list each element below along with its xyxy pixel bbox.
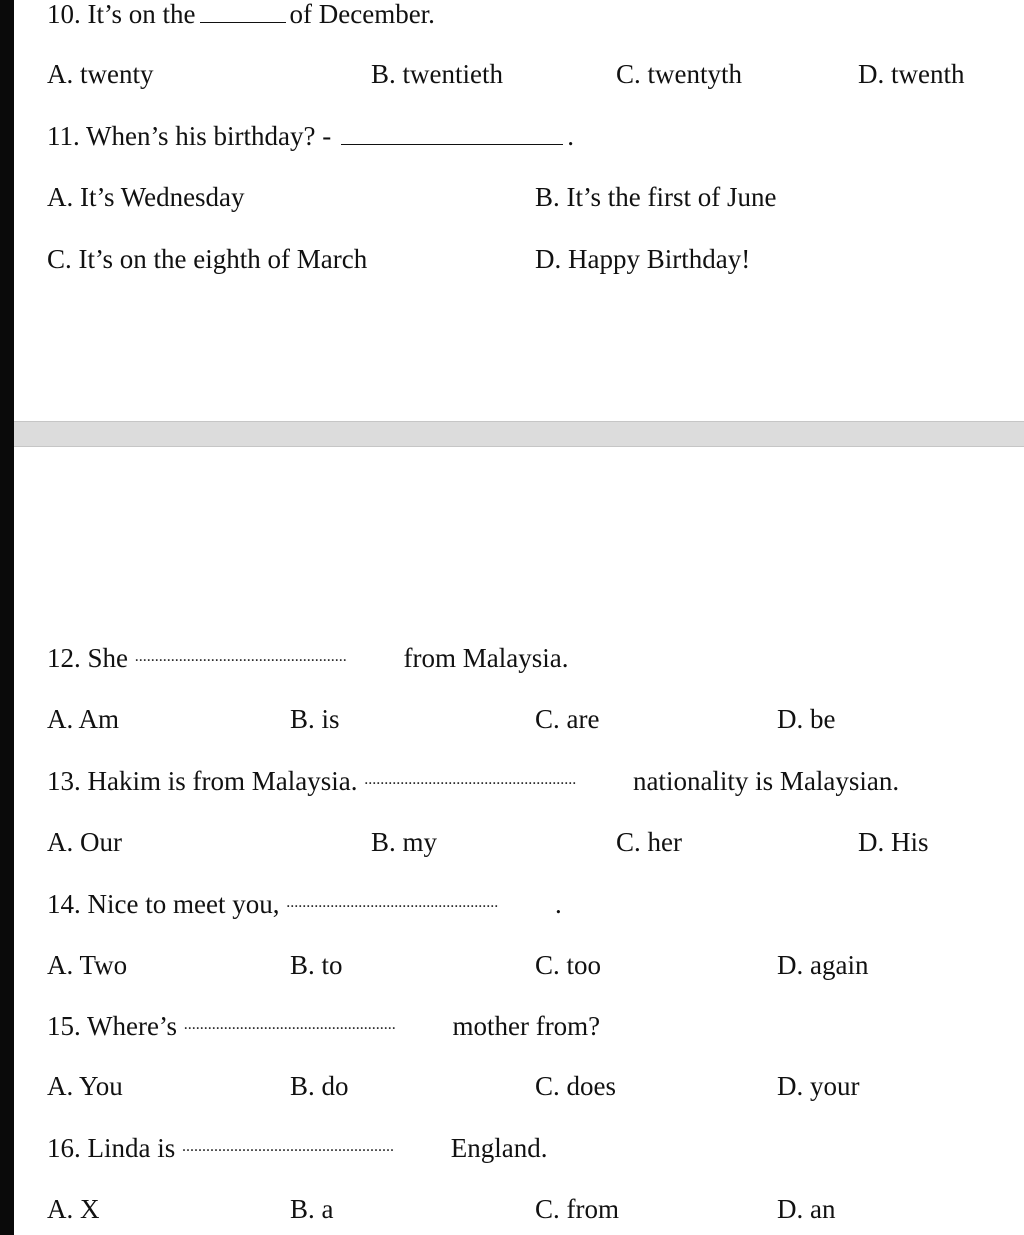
option: B. It’s the first of June [535, 182, 777, 212]
question-10-tail: of December. [289, 0, 435, 29]
option: A. Am [47, 704, 120, 734]
question-11-stem: 11. When’s his birthday? - [47, 121, 332, 151]
option: D. your [777, 1071, 860, 1101]
option: C. her [616, 827, 682, 857]
question-16-stem: 16. Linda is [47, 1133, 176, 1163]
page-separator [14, 421, 1024, 447]
answer-blank [200, 21, 286, 23]
question-10-stem: 10. It’s on the [47, 0, 196, 29]
option: B. twentieth [371, 59, 503, 89]
option: A. You [47, 1071, 123, 1101]
question-14-stem: 14. Nice to meet you, [47, 889, 280, 919]
option: D. an [777, 1194, 836, 1224]
question-13-tail: nationality is Malaysian. [632, 766, 900, 796]
option: A. twenty [47, 59, 154, 89]
question-11-tail: . [567, 121, 574, 151]
question-16-tail: England. [450, 1133, 548, 1163]
question-15-tail: mother from? [452, 1011, 601, 1041]
option: C. twentyth [616, 59, 742, 89]
option: C. too [535, 950, 602, 980]
question-12 [47, 642, 568, 674]
option: A. Our [47, 827, 122, 857]
option: D. be [777, 704, 836, 734]
dotted-blank: ..................................................... [183, 1016, 396, 1033]
option: D. again [777, 950, 869, 980]
option: C. from [535, 1194, 619, 1224]
option: B. my [371, 827, 438, 857]
question-15 [47, 1010, 600, 1042]
dotted-blank: ..................................................... [286, 894, 499, 911]
option: D. twenth [858, 59, 965, 89]
option: B. to [290, 950, 343, 980]
option: C. It’s on the eighth of March [47, 244, 368, 274]
question-11 [47, 120, 574, 152]
question-15-stem: 15. Where’s [47, 1011, 177, 1041]
option: C. are [535, 704, 600, 734]
option: A. Two [47, 950, 128, 980]
option: D. Happy Birthday! [535, 244, 751, 274]
question-14 [47, 888, 562, 920]
question-12-stem: 12. She [47, 643, 128, 673]
question-14-tail: . [554, 889, 562, 919]
option: A. It’s Wednesday [47, 182, 245, 212]
option: D. His [858, 827, 929, 857]
question-16 [47, 1132, 547, 1164]
dotted-blank: ..................................................... [364, 771, 577, 788]
answer-blank [341, 143, 563, 145]
option: A. X [47, 1194, 100, 1224]
option: B. a [290, 1194, 334, 1224]
option: C. does [535, 1071, 616, 1101]
question-10 [47, 0, 435, 30]
dotted-blank: ..................................................... [182, 1138, 394, 1155]
question-13-stem: 13. Hakim is from Malaysia. [47, 766, 358, 796]
option: B. do [290, 1071, 349, 1101]
question-13 [47, 765, 899, 797]
dotted-blank: ..................................................... [134, 648, 347, 665]
question-12-tail: from Malaysia. [403, 643, 569, 673]
option: B. is [290, 704, 340, 734]
